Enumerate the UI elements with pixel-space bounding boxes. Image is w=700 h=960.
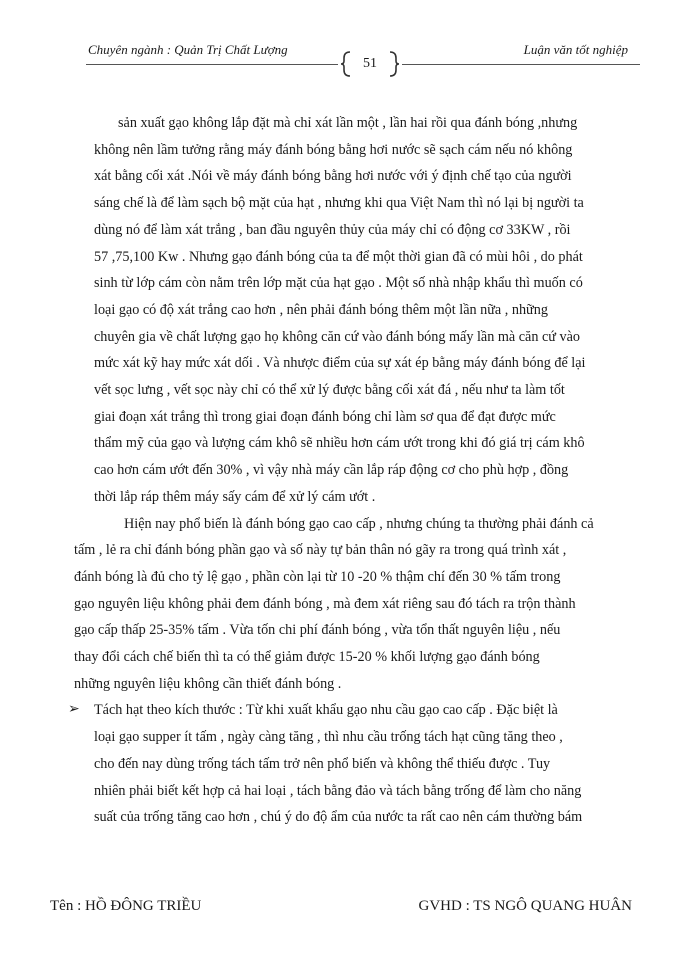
footer-supervisor: GVHD : TS NGÔ QUANG HUÂN [418,898,632,914]
text-line: loại gạo supper ít tấm , ngày càng tăng , thì nhu cầu trống tách hạt cũng tăng theo , [94,729,563,746]
page-number: 51 [363,56,377,71]
text-line: thời lắp ráp thêm máy sấy cám để xử lý cám ướt . [94,488,376,505]
text-line: giai đoạn xát trắng thì trong giai đoạn đánh bóng chỉ làm sơ qua để đạt được mức [94,408,556,425]
text-line: loại gạo có độ xát trắng cao hơn , nên phải đánh bóng thêm một lần nữa , những [94,301,548,318]
text-line: sản xuất gạo không lắp đặt mà chỉ xát lần một , lần hai rồi qua đánh bóng ,nhưng [118,115,578,131]
text-line: sinh từ lớp cám còn nằm trên lớp mặt của hạt gạo . Một số nhà nhập khẩu thì muốn có [94,275,583,292]
arrow-bullet-icon: ➢ [68,702,80,718]
footer-author: Tên : HỒ ĐÔNG TRIỀU [50,898,202,914]
header-rule-left [86,64,338,65]
bullet-item [70,697,654,831]
text-line: 57 ,75,100 Kw . Nhưng gạo đánh bóng của ta để một thời gian đã có mùi hôi , do phát [94,248,583,265]
text-line: thẩm mỹ của gạo và lượng cám khô sẽ nhiều hơn cám ướt trong khi đó giá trị cám khô [94,435,585,452]
text-line: cho đến nay dùng trống tách tấm trở nên phổ biến và không thể thiếu được . Tuy [94,755,551,772]
header-doc-type: Luận văn tốt nghiệp [523,42,628,57]
text-line: gạo cấp thấp 25-35% tấm . Vừa tốn chi phí đánh bóng , vừa tổn thất nguyên liệu , nếu [74,622,561,639]
text-line: nhiên phải biết kết hợp cả hai loại , tách bằng đảo và tách bằng trống để làm cho năng [94,782,582,799]
text-line: Tách hạt theo kích thước : Từ khi xuất khẩu gạo nhu cầu gạo cao cấp . Đặc biệt là [94,702,558,719]
paragraph-1 [94,110,654,511]
text-line: không nên lầm tưởng rằng máy đánh bóng bằng hơi nước sẽ sạch cám nếu nó không [94,141,573,158]
page-number-badge [340,50,400,78]
text-line: xát bằng cối xát .Nói về máy đánh bóng bằng hơi nước với ý định chế tạo của người [94,168,572,185]
text-line: mức xát kỹ hay mức xát dối . Và nhược điểm của sự xát ép bằng máy đánh bóng để lại [94,355,586,372]
text-line: suất của trống tăng cao hơn , chú ý do độ ẩm của nước ta rất cao nên cám thường bám [94,809,583,826]
text-line: thay đổi cách chế biến thì ta có thể giảm được 15-20 % khối lượng gạo đánh bóng [74,649,540,666]
text-line: gạo nguyên liệu không phải đem đánh bóng , mà đem xát riêng sau đó tách ra trộn thành [74,595,576,612]
text-line: những nguyên liệu không cần thiết đánh bóng . [74,675,342,692]
header-rule-right [402,64,640,65]
paragraph-2 [74,511,654,698]
text-line: sáng chế là để làm sạch bộ mặt của hạt , nhưng khi qua Việt Nam thì nó lại bị người ta [94,195,584,212]
text-line: tấm , lẻ ra chỉ đánh bóng phần gạo và số này tự bản thân nó gãy ra trong quá trình xát , [74,542,567,559]
text-line: dùng nó để làm xát trắng , ban đầu nguyên thủy của máy chỉ có động cơ 33KW , rồi [94,221,571,238]
main-body [68,110,654,831]
text-line: chuyên gia về chất lượng gạo họ không căn cứ vào đánh bóng mấy lần mà căn cứ vào [94,328,580,345]
text-line: vết sọc lưng , vết sọc này chỉ có thể xử lý được bằng cối xát đá , nếu như ta làm tốt [94,382,565,399]
header-course: Chuyên ngành : Quản Trị Chất Lượng [88,42,288,57]
text-line: cao hơn cám ướt đến 30% , vì vậy nhà máy cần lắp ráp động cơ cho phù hợp , đồng [94,462,569,479]
text-line: Hiện nay phổ biến là đánh bóng gạo cao cấp , nhưng chúng ta thường phải đánh cả [124,515,594,532]
text-line: đánh bóng là đủ cho tỷ lệ gạo , phần còn lại từ 10 -20 % thậm chí đến 30 % tấm trong [74,568,561,585]
